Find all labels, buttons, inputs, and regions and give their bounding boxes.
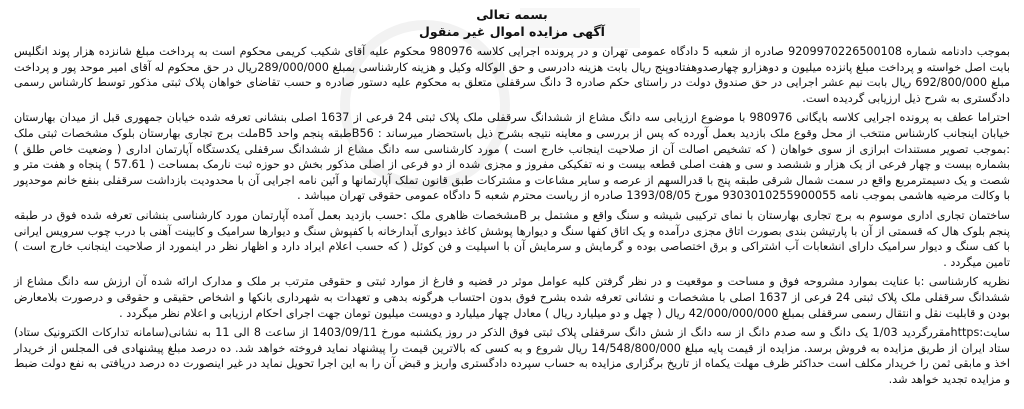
notice-title: آگهی مزایده اموال غیر منقول (419, 24, 605, 39)
paragraph-judgment: بموجب دادنامه شماره 9209970226500108 صادره از شعبه 5 دادگاه عمومی تهران و در پرونده اجرایی کلاسه 980976 محکوم علیه آقای شکیب کریمی محکوم است به پرداخت مبلغ شانزده هزار پوند انگلیس بابت اصل خواسته و پرداخت مبلغ پانزده میلیون و دوهزارو چهارصدوهفتادوپنج ریال بابت هزینه دادرسی و حق الوکاله وکیل و هزینه کارشناسی بمبلغ 289/000/000ریال در حق محکوم له آقای امیر موحد پور و پرداخت مبلغ 692/800/000 ریال بابت نیم عشر اجرایی در حق صندوق دولت در راستای حکم صادره 3 دانگ سرقفلی متعلق به محکوم علیه دستور صادره و حسب تقاضای خواهان پلاک ثبتی مذکور توسط کارشناس رسمی دادگستری به شرح ذیل ارزیابی گردیده است. (14, 45, 1010, 105)
paragraph-expert-opinion: نظریه کارشناسی :با عنایت بموارد مشروحه فوق و مساحت و موقعیت و در نظر گرفتن کلیه عوامل موثر در قضیه و فارغ از موارد ثبتی و حقوقی مترتب بر ملک و مدارک ارائه شده آن ارزش سه دانگ مشاع از ششدانگ سرقفلی ملک پلاک ثبتی 24 فرعی از 1637 اصلی با مشخصات و نشانی تعرفه شده بشرح فوق بدون احتساب هرگونه بدهی و تعهدات به شهرداری بانکها و اشخاص حقیقی و حقوقی و درصورت بلامعارض بودن و قابلیت نقل و انتقال رسمی سرقفلی بمبلغ 42/000/000/000 ریال ( چهل و دو میلیارد ریال ) معادل چهار میلیارد و دویست میلیون تومان جهت اجرای احکام ارزیابی و اعلام نظر میگردد . (14, 275, 1011, 320)
paragraph-physical-description: ساختمان تجاری اداری موسوم به برج تجاری بهارستان با نمای ترکیبی شیشه و سنگ واقع و مشتمل بر Bمشخصات ظاهری ملک :حسب بازدید بعمل آمده آپارتمان مورد کارشناسی بنشانی تعرفه شده فوق در طبقه پنجم بلوک هال که قسمتی از آن با پارتیشن بندی بصورت اتاق مجزی درآمده و یک اتاق کفها سنگ و دیوارها پوشش کاغذ دیواری آبدارخانه با کفپوش سنگ و دیوارها سرامیک و کابینت آهنی با درب چوب سرویس ایرانی با کف سنگ و دیوار سرامیک دارای انشعابات آب اشتراکی و برق اختصاصی بوده و گرمایش و سرمایش آن با اسپلیت و فن کوئل ( که حسب اعلام ایراد دارد و اظهار نظر در اینمورد از صلاحیت اینجانب خارج است ) تامین میگردد . (14, 208, 1010, 269)
notice-header (14, 6, 1010, 40)
basmala-heading: بسمه تعالی (476, 7, 548, 22)
paragraph-auction-terms: سایت:httpsمقررگردید 1/03 یک دانگ و سه صدم دانگ از سه دانگ از شش دانگ سرقفلی پلاک ثبتی فوق الذکر در روز یکشنبه مورخ 1403/09/11 از ساعت 8 الی 11 به نشانی(سامانه تدارکات الکترونیک ستاد) ستاد ایران از طریق مزایده به فروش برسد. مزایده از قیمت پایه مبلغ 14/548/800/000 ریال شروع و به کسی که بالاترین قیمت را پیشنهاد نماید فروخته خواهد شد. ده درصد مبلغ پیشنهادی فی المجلس از خریدار اخذ و مابقی ثمن را خریدار مکلف است حداکثر ظرف مهلت یکماه از تاریخ برگزاری مزایده به حساب سپرده دادگستری واریز و قبض آن را به این اجرا تحویل نماید در غیر اینصورت ده درصد دریافتی به نفع دولت ضبط و مزایده تجدید خواهد شد. (14, 326, 1010, 386)
paragraph-property-registration: احتراما عطف به پرونده اجرایی کلاسه بایگانی 980976 با موضوع ارزیابی سه دانگ مشاع از ششدانگ سرقفلی ملک پلاک ثبتی 24 فرعی از 1637 اصلی بنشانی تعرفه شده خیابان جمهوری قبل از میدان بهارستان خیابان اینجانب کارشناس منتخب از محل وقوع ملک بازدید بعمل آورده که پس از بررسی و معاینه نتیجه بشرح ذیل باستحضار میرساند : B56طبقه پنجم واحد B5ملت برج تجاری بهارستان بلوک مشخصات ثبتی ملک :بموجب تصویر مستندات ابرازی از سوی خواهان ( که تشخیص اصالت آن از صلاحیت اینجانب خارج است ) مورد کارشناسی سه دانگ مشاع از ششدانگ سرقفلی یکدستگاه آپارتمان اداری ( وضعیت خاص طلق ) بشماره بیست و چهار فرعی از یک هزار و ششصد و سی و هفت اصلی قطعه بیست و نه تفکیکی مفروز و مجزی شده از دو فرعی از اصلی مذکور بخش دو حوزه ثبت نارمک بمساحت ( 57.61 ) پنجاه و هفت متر و شصت و یک دسیمترمربع واقع در سمت شمال شرقی طبقه پنج با قدرالسهم از عرصه و سایر مشاعات و مشترکات طبق قانون تملک آپارتمانها و آئین نامه اجرایی آن با محدودیت بازداشت سرقفلی بنفع خانم موحدپور با وکالت مرضیه هاشمی بموجب نامه 9303010255900055 مورخ 1393/08/05 صادره از ریاست محترم شعبه 5 دادگاه عمومی حقوقی تهران میباشد . (14, 111, 1010, 203)
